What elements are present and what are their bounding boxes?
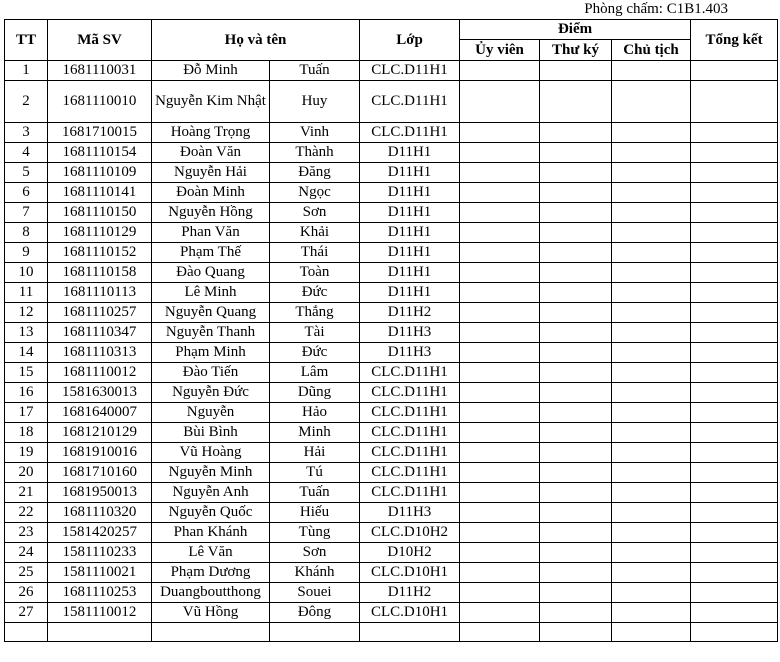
cell-first-name: Thắng	[270, 303, 360, 323]
cell-last-middle-name: Phan Khánh	[152, 523, 270, 543]
cell-secretary-score[interactable]	[540, 163, 612, 183]
cell-chair-score[interactable]	[612, 243, 691, 263]
header-member: Ủy viên	[460, 40, 540, 61]
cell-secretary-score[interactable]	[540, 463, 612, 483]
cell-last-middle-name: Nguyễn Hồng	[152, 203, 270, 223]
cell-tt: 6	[5, 183, 48, 203]
table-row	[5, 383, 778, 403]
cell-last-middle-name: Phan Văn	[152, 223, 270, 243]
cell-student-id: 1581110012	[48, 603, 152, 623]
cell-first-name: Lâm	[270, 363, 360, 383]
cell-final-score[interactable]	[691, 223, 778, 243]
cell-class: CLC.D11H1	[360, 363, 460, 383]
empty-cell	[5, 623, 48, 642]
cell-member-score[interactable]	[460, 61, 540, 81]
table-row	[5, 423, 778, 443]
cell-first-name: Toàn	[270, 263, 360, 283]
table-row	[5, 61, 778, 81]
cell-tt: 20	[5, 463, 48, 483]
cell-first-name: Đức	[270, 283, 360, 303]
cell-student-id: 1681950013	[48, 483, 152, 503]
cell-final-score[interactable]	[691, 123, 778, 143]
cell-last-middle-name: Bùi Bình	[152, 423, 270, 443]
cell-member-score[interactable]	[460, 443, 540, 463]
cell-member-score[interactable]	[460, 143, 540, 163]
cell-member-score[interactable]	[460, 183, 540, 203]
cell-last-middle-name: Duangboutthong	[152, 583, 270, 603]
cell-tt: 12	[5, 303, 48, 323]
cell-last-middle-name: Vũ Hồng	[152, 603, 270, 623]
cell-secretary-score[interactable]	[540, 243, 612, 263]
cell-secretary-score[interactable]	[540, 483, 612, 503]
cell-first-name: Đông	[270, 603, 360, 623]
cell-tt: 27	[5, 603, 48, 623]
cell-last-middle-name: Phạm Dương	[152, 563, 270, 583]
cell-chair-score[interactable]	[612, 483, 691, 503]
grading-room-label: Phòng chấm: C1B1.403	[584, 1, 728, 17]
cell-chair-score[interactable]	[612, 463, 691, 483]
cell-class: D11H1	[360, 263, 460, 283]
cell-student-id: 1681710160	[48, 463, 152, 483]
cell-last-middle-name: Nguyễn Kim Nhật	[152, 81, 270, 123]
cell-class: D11H3	[360, 323, 460, 343]
cell-chair-score[interactable]	[612, 163, 691, 183]
table-row	[5, 343, 778, 363]
cell-first-name: Vinh	[270, 123, 360, 143]
cell-tt: 10	[5, 263, 48, 283]
cell-last-middle-name: Nguyễn	[152, 403, 270, 423]
cell-last-middle-name: Nguyễn Minh	[152, 463, 270, 483]
cell-secretary-score[interactable]	[540, 403, 612, 423]
cell-last-middle-name: Đỗ Minh	[152, 61, 270, 81]
table-row	[5, 583, 778, 603]
cell-last-middle-name: Nguyễn Quốc	[152, 503, 270, 523]
cell-chair-score[interactable]	[612, 403, 691, 423]
empty-cell	[360, 623, 460, 642]
cell-tt: 11	[5, 283, 48, 303]
cell-member-score[interactable]	[460, 163, 540, 183]
table-row	[5, 543, 778, 563]
table-header	[5, 20, 778, 61]
cell-first-name: Tuấn	[270, 483, 360, 503]
cell-chair-score[interactable]	[612, 263, 691, 283]
header-final: Tổng kết	[691, 20, 778, 61]
cell-final-score[interactable]	[691, 203, 778, 223]
cell-first-name: Hảo	[270, 403, 360, 423]
cell-student-id: 1581110021	[48, 563, 152, 583]
empty-cell	[691, 623, 778, 642]
cell-last-middle-name: Nguyễn Thanh	[152, 323, 270, 343]
cell-class: D11H1	[360, 203, 460, 223]
cell-final-score[interactable]	[691, 263, 778, 283]
cell-final-score[interactable]	[691, 443, 778, 463]
empty-cell	[48, 623, 152, 642]
cell-member-score[interactable]	[460, 403, 540, 423]
cell-tt: 17	[5, 403, 48, 423]
table-row	[5, 463, 778, 483]
cell-chair-score[interactable]	[612, 543, 691, 563]
cell-last-middle-name: Vũ Hoàng	[152, 443, 270, 463]
cell-member-score[interactable]	[460, 123, 540, 143]
cell-chair-score[interactable]	[612, 523, 691, 543]
cell-last-middle-name: Đoàn Văn	[152, 143, 270, 163]
cell-final-score[interactable]	[691, 403, 778, 423]
cell-member-score[interactable]	[460, 343, 540, 363]
cell-final-score[interactable]	[691, 603, 778, 623]
cell-secretary-score[interactable]	[540, 583, 612, 603]
cell-member-score[interactable]	[460, 81, 540, 123]
cell-student-id: 1681110320	[48, 503, 152, 523]
empty-cell	[460, 623, 540, 642]
cell-secretary-score[interactable]	[540, 203, 612, 223]
table-row	[5, 443, 778, 463]
cell-tt: 9	[5, 243, 48, 263]
cell-member-score[interactable]	[460, 383, 540, 403]
cell-final-score[interactable]	[691, 543, 778, 563]
grading-table	[4, 19, 778, 642]
cell-student-id: 1681110150	[48, 203, 152, 223]
cell-chair-score[interactable]	[612, 563, 691, 583]
cell-student-id: 1681110253	[48, 583, 152, 603]
cell-first-name: Tuấn	[270, 61, 360, 81]
cell-chair-score[interactable]	[612, 303, 691, 323]
cell-tt: 15	[5, 363, 48, 383]
cell-first-name: Sơn	[270, 543, 360, 563]
cell-student-id: 1681710015	[48, 123, 152, 143]
cell-student-id: 1581110233	[48, 543, 152, 563]
table-row	[5, 563, 778, 583]
cell-first-name: Dũng	[270, 383, 360, 403]
cell-chair-score[interactable]	[612, 203, 691, 223]
cell-secretary-score[interactable]	[540, 183, 612, 203]
cell-class: D11H3	[360, 343, 460, 363]
cell-tt: 14	[5, 343, 48, 363]
cell-student-id: 1681110154	[48, 143, 152, 163]
cell-tt: 3	[5, 123, 48, 143]
cell-student-id: 1681640007	[48, 403, 152, 423]
cell-secretary-score[interactable]	[540, 263, 612, 283]
cell-chair-score[interactable]	[612, 363, 691, 383]
cell-chair-score[interactable]	[612, 143, 691, 163]
table-row	[5, 183, 778, 203]
cell-last-middle-name: Lê Văn	[152, 543, 270, 563]
cell-member-score[interactable]	[460, 543, 540, 563]
cell-member-score[interactable]	[460, 363, 540, 383]
cell-first-name: Sơn	[270, 203, 360, 223]
cell-first-name: Thái	[270, 243, 360, 263]
cell-secretary-score[interactable]	[540, 383, 612, 403]
cell-student-id: 1681110257	[48, 303, 152, 323]
cell-student-id: 1681110347	[48, 323, 152, 343]
cell-last-middle-name: Nguyễn Hải	[152, 163, 270, 183]
empty-cell	[612, 623, 691, 642]
empty-cell	[152, 623, 270, 642]
cell-chair-score[interactable]	[612, 323, 691, 343]
header-secretary: Thư ký	[540, 40, 612, 61]
cell-class: D10H2	[360, 543, 460, 563]
cell-class: D11H2	[360, 583, 460, 603]
cell-first-name: Đức	[270, 343, 360, 363]
table-row	[5, 283, 778, 303]
cell-chair-score[interactable]	[612, 123, 691, 143]
cell-first-name: Tài	[270, 323, 360, 343]
table-row	[5, 123, 778, 143]
cell-member-score[interactable]	[460, 523, 540, 543]
cell-class: D11H1	[360, 243, 460, 263]
cell-student-id: 1681110012	[48, 363, 152, 383]
cell-final-score[interactable]	[691, 243, 778, 263]
cell-last-middle-name: Đào Quang	[152, 263, 270, 283]
cell-member-score[interactable]	[460, 563, 540, 583]
cell-student-id: 1681110129	[48, 223, 152, 243]
cell-student-id: 1681110141	[48, 183, 152, 203]
cell-tt: 13	[5, 323, 48, 343]
cell-member-score[interactable]	[460, 323, 540, 343]
cell-first-name: Minh	[270, 423, 360, 443]
cell-last-middle-name: Nguyễn Anh	[152, 483, 270, 503]
cell-tt: 1	[5, 61, 48, 81]
cell-last-middle-name: Nguyễn Đức	[152, 383, 270, 403]
cell-last-middle-name: Nguyễn Quang	[152, 303, 270, 323]
cell-secretary-score[interactable]	[540, 563, 612, 583]
cell-first-name: Khánh	[270, 563, 360, 583]
cell-class: D11H1	[360, 143, 460, 163]
cell-class: CLC.D10H1	[360, 563, 460, 583]
cell-secretary-score[interactable]	[540, 81, 612, 123]
cell-class: CLC.D11H1	[360, 61, 460, 81]
header-student-id: Mã SV	[48, 20, 152, 61]
cell-tt: 18	[5, 423, 48, 443]
cell-final-score[interactable]	[691, 503, 778, 523]
table-row	[5, 483, 778, 503]
table-row	[5, 243, 778, 263]
cell-final-score[interactable]	[691, 163, 778, 183]
cell-secretary-score[interactable]	[540, 143, 612, 163]
table-row	[5, 503, 778, 523]
cell-class: CLC.D11H1	[360, 443, 460, 463]
table-row	[5, 403, 778, 423]
table-row	[5, 263, 778, 283]
cell-class: CLC.D10H2	[360, 523, 460, 543]
cell-last-middle-name: Phạm Thế	[152, 243, 270, 263]
cell-secretary-score[interactable]	[540, 543, 612, 563]
cell-class: CLC.D11H1	[360, 403, 460, 423]
empty-cell	[270, 623, 360, 642]
cell-final-score[interactable]	[691, 343, 778, 363]
cell-tt: 26	[5, 583, 48, 603]
cell-class: D11H1	[360, 283, 460, 303]
cell-chair-score[interactable]	[612, 61, 691, 81]
cell-secretary-score[interactable]	[540, 303, 612, 323]
cell-final-score[interactable]	[691, 483, 778, 503]
cell-tt: 22	[5, 503, 48, 523]
cell-final-score[interactable]	[691, 283, 778, 303]
cell-secretary-score[interactable]	[540, 343, 612, 363]
cell-chair-score[interactable]	[612, 81, 691, 123]
cell-first-name: Souei	[270, 583, 360, 603]
cell-class: CLC.D11H1	[360, 81, 460, 123]
cell-secretary-score[interactable]	[540, 61, 612, 81]
cell-secretary-score[interactable]	[540, 283, 612, 303]
cell-final-score[interactable]	[691, 583, 778, 603]
cell-member-score[interactable]	[460, 503, 540, 523]
cell-student-id: 1681110031	[48, 61, 152, 81]
cell-first-name: Khải	[270, 223, 360, 243]
cell-class: D11H1	[360, 183, 460, 203]
cell-student-id: 1681110158	[48, 263, 152, 283]
cell-final-score[interactable]	[691, 81, 778, 123]
cell-last-middle-name: Đào Tiến	[152, 363, 270, 383]
cell-member-score[interactable]	[460, 283, 540, 303]
table-row	[5, 363, 778, 383]
cell-last-middle-name: Phạm Minh	[152, 343, 270, 363]
header-class: Lớp	[360, 20, 460, 61]
cell-chair-score[interactable]	[612, 223, 691, 243]
cell-tt: 7	[5, 203, 48, 223]
cell-class: D11H1	[360, 223, 460, 243]
cell-first-name: Hải	[270, 443, 360, 463]
cell-first-name: Đăng	[270, 163, 360, 183]
table-row	[5, 143, 778, 163]
cell-first-name: Thành	[270, 143, 360, 163]
cell-tt: 5	[5, 163, 48, 183]
cell-class: D11H3	[360, 503, 460, 523]
cell-final-score[interactable]	[691, 143, 778, 163]
cell-final-score[interactable]	[691, 563, 778, 583]
cell-first-name: Hiếu	[270, 503, 360, 523]
cell-secretary-score[interactable]	[540, 443, 612, 463]
cell-class: CLC.D11H1	[360, 383, 460, 403]
cell-member-score[interactable]	[460, 303, 540, 323]
cell-chair-score[interactable]	[612, 583, 691, 603]
table-row	[5, 203, 778, 223]
cell-tt: 4	[5, 143, 48, 163]
cell-chair-score[interactable]	[612, 343, 691, 363]
cell-class: CLC.D11H1	[360, 483, 460, 503]
cell-member-score[interactable]	[460, 263, 540, 283]
cell-chair-score[interactable]	[612, 183, 691, 203]
header-score: Điểm	[460, 20, 691, 40]
table-row	[5, 163, 778, 183]
cell-first-name: Tùng	[270, 523, 360, 543]
cell-final-score[interactable]	[691, 423, 778, 443]
table-row	[5, 523, 778, 543]
empty-cell	[540, 623, 612, 642]
table-body	[5, 61, 778, 642]
cell-last-middle-name: Lê Minh	[152, 283, 270, 303]
cell-member-score[interactable]	[460, 483, 540, 503]
cell-secretary-score[interactable]	[540, 423, 612, 443]
cell-chair-score[interactable]	[612, 283, 691, 303]
table-row	[5, 603, 778, 623]
cell-student-id: 1681110113	[48, 283, 152, 303]
cell-secretary-score[interactable]	[540, 223, 612, 243]
cell-class: CLC.D11H1	[360, 423, 460, 443]
cell-class: D11H2	[360, 303, 460, 323]
cell-secretary-score[interactable]	[540, 123, 612, 143]
cell-final-score[interactable]	[691, 523, 778, 543]
table-row	[5, 223, 778, 243]
cell-first-name: Huy	[270, 81, 360, 123]
cell-final-score[interactable]	[691, 183, 778, 203]
cell-class: CLC.D10H1	[360, 603, 460, 623]
cell-first-name: Tú	[270, 463, 360, 483]
cell-member-score[interactable]	[460, 243, 540, 263]
cell-chair-score[interactable]	[612, 443, 691, 463]
cell-last-middle-name: Đoàn Minh	[152, 183, 270, 203]
header-tt: TT	[5, 20, 48, 61]
empty-row	[5, 623, 778, 642]
cell-tt: 2	[5, 81, 48, 123]
cell-member-score[interactable]	[460, 203, 540, 223]
cell-student-id: 1681910016	[48, 443, 152, 463]
header-chair: Chủ tịch	[612, 40, 691, 61]
cell-final-score[interactable]	[691, 363, 778, 383]
cell-class: D11H1	[360, 163, 460, 183]
table-row	[5, 303, 778, 323]
cell-member-score[interactable]	[460, 463, 540, 483]
cell-tt: 21	[5, 483, 48, 503]
cell-student-id: 1681110152	[48, 243, 152, 263]
cell-final-score[interactable]	[691, 463, 778, 483]
cell-member-score[interactable]	[460, 583, 540, 603]
table-row	[5, 323, 778, 343]
cell-final-score[interactable]	[691, 61, 778, 81]
cell-chair-score[interactable]	[612, 603, 691, 623]
header-full-name: Họ và tên	[152, 20, 360, 61]
cell-class: CLC.D11H1	[360, 463, 460, 483]
cell-tt: 23	[5, 523, 48, 543]
cell-tt: 25	[5, 563, 48, 583]
cell-student-id: 1681110313	[48, 343, 152, 363]
cell-student-id: 1581630013	[48, 383, 152, 403]
table-row	[5, 81, 778, 123]
cell-tt: 16	[5, 383, 48, 403]
cell-secretary-score[interactable]	[540, 503, 612, 523]
cell-final-score[interactable]	[691, 323, 778, 343]
cell-secretary-score[interactable]	[540, 523, 612, 543]
cell-last-middle-name: Hoàng Trọng	[152, 123, 270, 143]
cell-secretary-score[interactable]	[540, 603, 612, 623]
cell-member-score[interactable]	[460, 603, 540, 623]
cell-chair-score[interactable]	[612, 423, 691, 443]
cell-first-name: Ngọc	[270, 183, 360, 203]
cell-member-score[interactable]	[460, 423, 540, 443]
cell-class: CLC.D11H1	[360, 123, 460, 143]
cell-student-id: 1681110010	[48, 81, 152, 123]
cell-member-score[interactable]	[460, 223, 540, 243]
cell-secretary-score[interactable]	[540, 323, 612, 343]
cell-student-id: 1581420257	[48, 523, 152, 543]
cell-tt: 8	[5, 223, 48, 243]
cell-chair-score[interactable]	[612, 503, 691, 523]
cell-secretary-score[interactable]	[540, 363, 612, 383]
cell-final-score[interactable]	[691, 383, 778, 403]
cell-tt: 24	[5, 543, 48, 563]
cell-final-score[interactable]	[691, 303, 778, 323]
cell-tt: 19	[5, 443, 48, 463]
cell-chair-score[interactable]	[612, 383, 691, 403]
cell-student-id: 1681110109	[48, 163, 152, 183]
cell-student-id: 1681210129	[48, 423, 152, 443]
